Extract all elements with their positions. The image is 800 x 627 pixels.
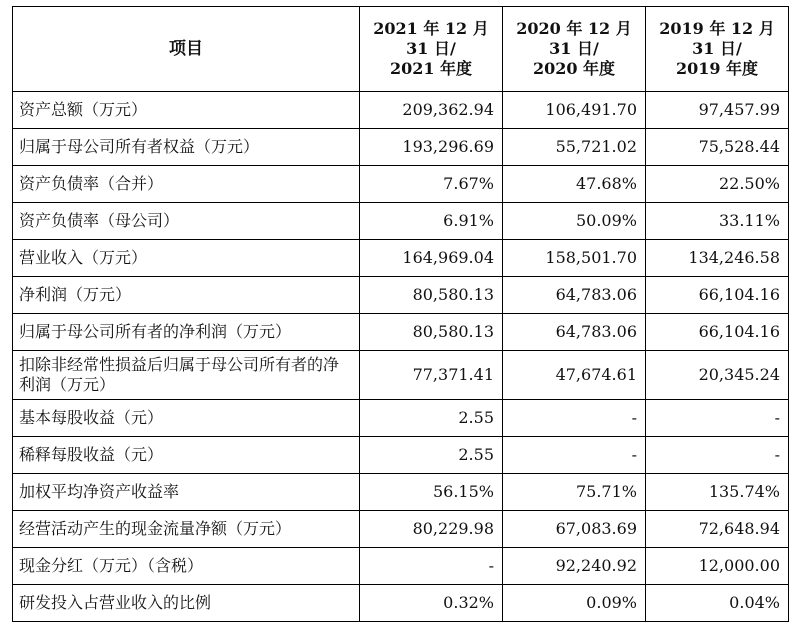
header-2020: [503, 7, 646, 92]
table-row: [13, 351, 789, 400]
row-label: 经营活动产生的现金流量净额（万元）: [13, 511, 360, 548]
header-2021-line-3: 2021 年度: [389, 59, 473, 78]
header-2020-line-2: 31 日/: [549, 39, 599, 58]
value-2019: 66,104.16: [646, 314, 789, 351]
value-2021: 2.55: [360, 437, 503, 474]
table-row: [13, 474, 789, 511]
header-2020-line-1: 2020 年 12 月: [516, 19, 632, 38]
table-row: [13, 129, 789, 166]
value-2021: 80,580.13: [360, 277, 503, 314]
value-2019: 22.50%: [646, 166, 789, 203]
table-row: [13, 92, 789, 129]
table-row: [13, 314, 789, 351]
value-2020: 64,783.06: [503, 314, 646, 351]
row-label: 归属于母公司所有者权益（万元）: [13, 129, 360, 166]
value-2021: 2.55: [360, 400, 503, 437]
table-row: [13, 240, 789, 277]
value-2019: 33.11%: [646, 203, 789, 240]
header-2019-line-2: 31 日/: [692, 39, 742, 58]
value-2019: 20,345.24: [646, 351, 789, 400]
value-2019: 134,246.58: [646, 240, 789, 277]
value-2019: -: [646, 437, 789, 474]
value-2020: -: [503, 437, 646, 474]
header-item: 项目: [13, 7, 360, 92]
header-2021-line-2: 31 日/: [406, 39, 456, 58]
value-2020: 75.71%: [503, 474, 646, 511]
value-2021: 209,362.94: [360, 92, 503, 129]
value-2020: 64,783.06: [503, 277, 646, 314]
table-row: [13, 400, 789, 437]
value-2019: 72,648.94: [646, 511, 789, 548]
value-2021: -: [360, 548, 503, 585]
table-row: [13, 166, 789, 203]
header-2019: [646, 7, 789, 92]
value-2019: 12,000.00: [646, 548, 789, 585]
header-2019-line-3: 2019 年度: [675, 59, 759, 78]
value-2020: 158,501.70: [503, 240, 646, 277]
value-2020: 106,491.70: [503, 92, 646, 129]
value-2021: 193,296.69: [360, 129, 503, 166]
header-2021: [360, 7, 503, 92]
row-label: 资产负债率（母公司）: [13, 203, 360, 240]
table-row: [13, 585, 789, 622]
row-label: 加权平均净资产收益率: [13, 474, 360, 511]
header-2020-line-3: 2020 年度: [532, 59, 616, 78]
row-label: 资产负债率（合并）: [13, 166, 360, 203]
table-row: [13, 203, 789, 240]
financial-table-container: [12, 6, 789, 622]
financial-data-table: [12, 6, 789, 622]
value-2020: -: [503, 400, 646, 437]
row-label: 净利润（万元）: [13, 277, 360, 314]
value-2021: 77,371.41: [360, 351, 503, 400]
row-label: 基本每股收益（元）: [13, 400, 360, 437]
table-row: [13, 437, 789, 474]
row-label: 稀释每股收益（元）: [13, 437, 360, 474]
row-label: 资产总额（万元）: [13, 92, 360, 129]
table-row: [13, 277, 789, 314]
table-row: [13, 511, 789, 548]
value-2020: 50.09%: [503, 203, 646, 240]
value-2020: 47,674.61: [503, 351, 646, 400]
header-2021-line-1: 2021 年 12 月: [373, 19, 489, 38]
value-2021: 164,969.04: [360, 240, 503, 277]
row-label: 现金分红（万元）（含税）: [13, 548, 360, 585]
value-2020: 67,083.69: [503, 511, 646, 548]
row-label: 研发投入占营业收入的比例: [13, 585, 360, 622]
row-label: 扣除非经常性损益后归属于母公司所有者的净利润（万元）: [13, 351, 360, 400]
value-2019: 97,457.99: [646, 92, 789, 129]
value-2021: 80,580.13: [360, 314, 503, 351]
value-2020: 0.09%: [503, 585, 646, 622]
value-2021: 56.15%: [360, 474, 503, 511]
value-2020: 55,721.02: [503, 129, 646, 166]
value-2021: 6.91%: [360, 203, 503, 240]
value-2020: 92,240.92: [503, 548, 646, 585]
value-2019: 66,104.16: [646, 277, 789, 314]
value-2019: 75,528.44: [646, 129, 789, 166]
value-2021: 80,229.98: [360, 511, 503, 548]
row-label: 归属于母公司所有者的净利润（万元）: [13, 314, 360, 351]
value-2020: 47.68%: [503, 166, 646, 203]
value-2019: -: [646, 400, 789, 437]
table-header-row: [13, 7, 789, 92]
row-label: 营业收入（万元）: [13, 240, 360, 277]
table-row: [13, 548, 789, 585]
value-2021: 7.67%: [360, 166, 503, 203]
value-2019: 0.04%: [646, 585, 789, 622]
header-2019-line-1: 2019 年 12 月: [659, 19, 775, 38]
value-2021: 0.32%: [360, 585, 503, 622]
value-2019: 135.74%: [646, 474, 789, 511]
